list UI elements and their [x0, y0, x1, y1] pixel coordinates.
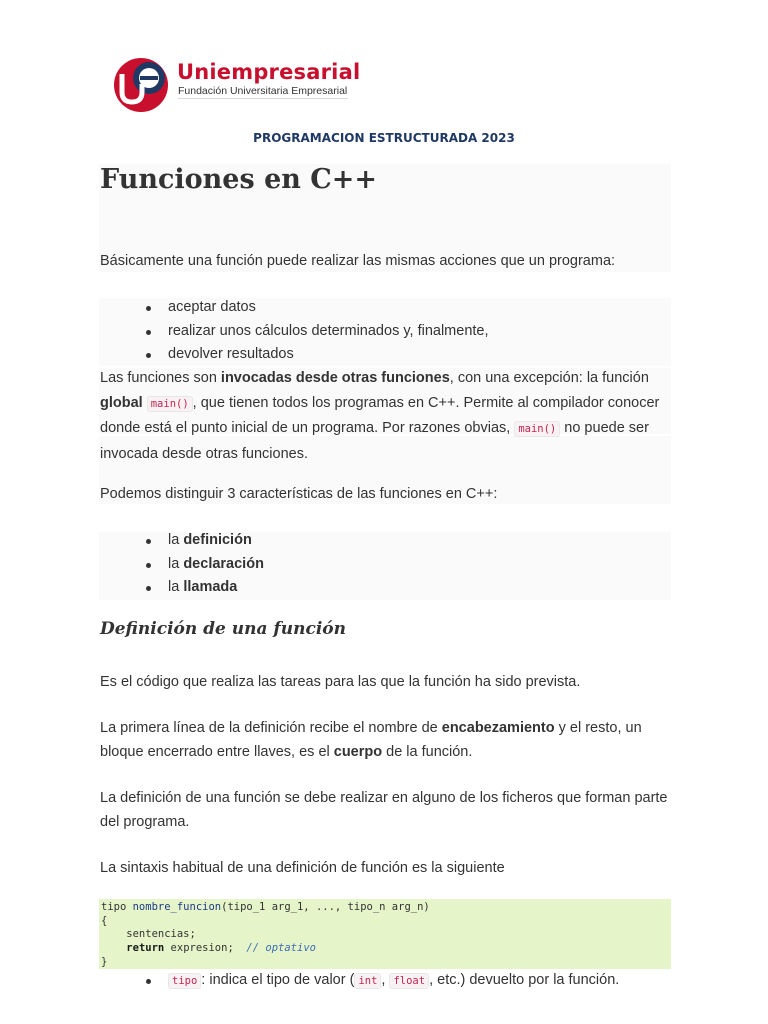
logo-divider	[178, 98, 348, 99]
text-span: , que tienen todos los programas en C++. Permite al compilador conocer donde está el punto inicial de un programa. Por razones obvias,	[100, 394, 660, 436]
inline-code: float	[389, 973, 429, 989]
university-logo	[110, 54, 361, 114]
text-span: la	[168, 555, 184, 572]
intro-paragraph: Básicamente una función puede realizar las mismas acciones que un programa:	[100, 253, 616, 269]
text-span: , con una excepción: la función	[449, 370, 649, 386]
bold-term: llamada	[183, 579, 238, 595]
code-block	[99, 899, 671, 969]
list-item	[146, 553, 264, 577]
inline-code: main()	[514, 421, 560, 437]
code-keyword: return	[126, 942, 165, 955]
bold-term: global	[100, 394, 143, 411]
code-comment: // optativo	[246, 942, 316, 955]
code-text: }	[101, 955, 108, 968]
inline-code: int	[354, 973, 381, 989]
text-span: no puede ser invocada desde otras funciones.	[100, 420, 649, 462]
code-text: (tipo_1 arg_1, ..., tipo_n arg_n)	[221, 901, 430, 913]
features-intro: Podemos distinguir 3 características de las funciones en C++:	[100, 486, 498, 502]
text-span: Las funciones son	[100, 370, 221, 386]
actions-list	[146, 296, 489, 367]
ue-logo-icon	[110, 54, 172, 116]
course-title: PROGRAMACION ESTRUCTURADA 2023	[253, 131, 515, 145]
definition-paragraph	[100, 717, 670, 764]
code-text: {	[101, 914, 108, 927]
text-span: la	[168, 579, 184, 595]
inline-code: main()	[147, 396, 193, 412]
code-text: sentencias;	[101, 928, 196, 941]
text-span: de la función.	[382, 743, 473, 760]
text-span: la	[168, 532, 184, 548]
definition-paragraph: La definición de una función se debe realizar en alguno de los ficheros que forman parte del programa.	[100, 790, 668, 830]
invocation-paragraph	[100, 366, 666, 466]
text-span: ,	[381, 972, 390, 988]
text-span: y el resto, un bloque encerrado entre llaves, es el	[100, 720, 642, 760]
list-item	[146, 576, 264, 600]
inline-code: tipo	[168, 973, 201, 989]
bold-term: cuerpo	[333, 743, 383, 760]
code-text: expresion;	[164, 942, 247, 955]
list-item	[146, 969, 619, 994]
text-span: : indica el tipo de valor (	[201, 972, 355, 988]
logo-brand: Uniempresarial	[177, 60, 361, 84]
page-title: Funciones en C++	[100, 164, 378, 195]
code-text	[101, 942, 126, 954]
text-span: La primera línea de la definición recibe el nombre de	[100, 720, 442, 736]
features-list	[146, 529, 264, 600]
tipo-list	[146, 969, 619, 994]
bold-term: encabezamiento	[441, 720, 555, 736]
list-item: devolver resultados	[146, 343, 489, 367]
bold-term: invocadas desde otras funciones	[220, 370, 450, 386]
text-span: , etc.) devuelto por la función.	[429, 972, 620, 988]
code-text: tipo	[101, 901, 133, 913]
code-function-name: nombre_funcion	[132, 901, 222, 913]
logo-tagline: Fundación Universitaria Empresarial	[178, 85, 348, 97]
list-item: realizar unos cálculos determinados y, finalmente,	[146, 320, 489, 344]
definition-paragraph: Es el código que realiza las tareas para las que la función ha sido prevista.	[100, 674, 581, 690]
definition-paragraph: La sintaxis habitual de una definición de función es la siguiente	[100, 860, 505, 876]
list-item	[146, 529, 264, 553]
section-title: Definición de una función	[100, 619, 346, 639]
bold-term: declaración	[183, 555, 264, 572]
bold-term: definición	[183, 532, 252, 548]
list-item: aceptar datos	[146, 296, 489, 320]
